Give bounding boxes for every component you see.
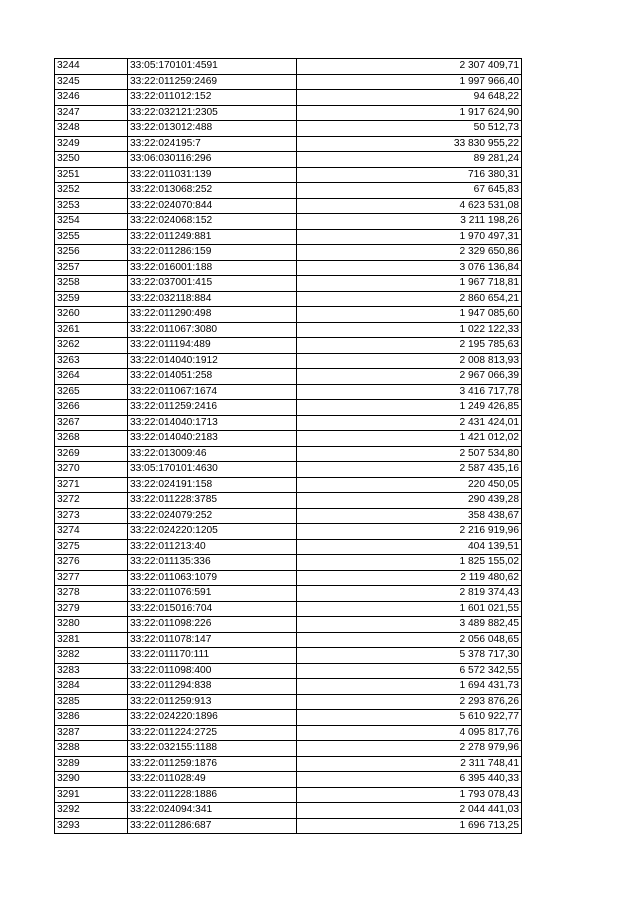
cadastral-number-cell: 33:22:013068:252: [128, 183, 297, 199]
table-row: [55, 167, 522, 183]
value-cell: 1 694 431,73: [297, 679, 522, 695]
table-row: [55, 353, 522, 369]
cadastral-number-cell: 33:22:011213:40: [128, 539, 297, 555]
table-row: [55, 477, 522, 493]
cadastral-number-cell: 33:22:024191:158: [128, 477, 297, 493]
row-number-cell: 3268: [55, 431, 128, 447]
cadastral-number-cell: 33:22:011098:226: [128, 617, 297, 633]
cadastral-number-cell: 33:22:011259:1876: [128, 756, 297, 772]
value-cell: 67 645,83: [297, 183, 522, 199]
cadastral-number-cell: 33:22:011194:489: [128, 338, 297, 354]
value-cell: 2 431 424,01: [297, 415, 522, 431]
value-cell: 716 380,31: [297, 167, 522, 183]
cadastral-number-cell: 33:22:011259:913: [128, 694, 297, 710]
value-cell: 89 281,24: [297, 152, 522, 168]
table-row: [55, 462, 522, 478]
value-cell: 50 512,73: [297, 121, 522, 137]
table-row: [55, 570, 522, 586]
table-row: [55, 787, 522, 803]
value-cell: 3 211 198,26: [297, 214, 522, 230]
table-row: [55, 214, 522, 230]
row-number-cell: 3254: [55, 214, 128, 230]
value-cell: 1 022 122,33: [297, 322, 522, 338]
table-row: [55, 322, 522, 338]
table-row: [55, 415, 522, 431]
value-cell: 94 648,22: [297, 90, 522, 106]
row-number-cell: 3281: [55, 632, 128, 648]
cadastral-number-cell: 33:22:037001:415: [128, 276, 297, 292]
table-row: [55, 663, 522, 679]
value-cell: 2 307 409,71: [297, 59, 522, 75]
cadastral-number-cell: 33:22:011228:1886: [128, 787, 297, 803]
table-row: [55, 245, 522, 261]
cadastral-number-cell: 33:05:170101:4630: [128, 462, 297, 478]
cadastral-number-cell: 33:22:011078:147: [128, 632, 297, 648]
table-row: [55, 648, 522, 664]
cadastral-number-cell: 33:22:014051:258: [128, 369, 297, 385]
table-row: [55, 291, 522, 307]
cadastral-number-cell: 33:22:014040:1912: [128, 353, 297, 369]
value-cell: 1 917 624,90: [297, 105, 522, 121]
table-row: [55, 384, 522, 400]
value-cell: 5 378 717,30: [297, 648, 522, 664]
cadastral-number-cell: 33:22:011224:2725: [128, 725, 297, 741]
value-cell: 1 793 078,43: [297, 787, 522, 803]
cadastral-number-cell: 33:22:011286:159: [128, 245, 297, 261]
value-cell: 220 450,05: [297, 477, 522, 493]
cadastral-number-cell: 33:22:024070:844: [128, 198, 297, 214]
table-row: [55, 803, 522, 819]
table-row: [55, 90, 522, 106]
value-cell: 2 195 785,63: [297, 338, 522, 354]
value-cell: 33 830 955,22: [297, 136, 522, 152]
cadastral-number-cell: 33:22:011259:2469: [128, 74, 297, 90]
cadastral-number-cell: 33:22:024068:152: [128, 214, 297, 230]
row-number-cell: 3286: [55, 710, 128, 726]
row-number-cell: 3275: [55, 539, 128, 555]
value-cell: 2 293 876,26: [297, 694, 522, 710]
table-row: [55, 400, 522, 416]
value-cell: 3 489 882,45: [297, 617, 522, 633]
row-number-cell: 3251: [55, 167, 128, 183]
data-table: [54, 58, 522, 834]
row-number-cell: 3290: [55, 772, 128, 788]
row-number-cell: 3265: [55, 384, 128, 400]
row-number-cell: 3260: [55, 307, 128, 323]
cadastral-number-cell: 33:22:015016:704: [128, 601, 297, 617]
value-cell: 2 044 441,03: [297, 803, 522, 819]
cadastral-number-cell: 33:22:011076:591: [128, 586, 297, 602]
cadastral-number-cell: 33:22:014040:2183: [128, 431, 297, 447]
row-number-cell: 3262: [55, 338, 128, 354]
row-number-cell: 3256: [55, 245, 128, 261]
cadastral-number-cell: 33:22:011067:3080: [128, 322, 297, 338]
value-cell: 4 095 817,76: [297, 725, 522, 741]
row-number-cell: 3269: [55, 446, 128, 462]
row-number-cell: 3279: [55, 601, 128, 617]
value-cell: 2 278 979,96: [297, 741, 522, 757]
value-cell: 2 311 748,41: [297, 756, 522, 772]
value-cell: 2 008 813,93: [297, 353, 522, 369]
value-cell: 1 947 085,60: [297, 307, 522, 323]
table-row: [55, 276, 522, 292]
cadastral-number-cell: 33:22:016001:188: [128, 260, 297, 276]
cadastral-number-cell: 33:05:170101:4591: [128, 59, 297, 75]
value-cell: 5 610 922,77: [297, 710, 522, 726]
row-number-cell: 3258: [55, 276, 128, 292]
table-row: [55, 555, 522, 571]
table-row: [55, 508, 522, 524]
cadastral-number-cell: 33:22:011170:111: [128, 648, 297, 664]
value-cell: 3 416 717,78: [297, 384, 522, 400]
value-cell: 2 056 048,65: [297, 632, 522, 648]
row-number-cell: 3284: [55, 679, 128, 695]
cadastral-number-cell: 33:22:011249:881: [128, 229, 297, 245]
row-number-cell: 3252: [55, 183, 128, 199]
table-row: [55, 818, 522, 834]
cadastral-number-cell: 33:22:011290:498: [128, 307, 297, 323]
row-number-cell: 3282: [55, 648, 128, 664]
table-row: [55, 105, 522, 121]
table-row: [55, 446, 522, 462]
row-number-cell: 3259: [55, 291, 128, 307]
row-number-cell: 3257: [55, 260, 128, 276]
table-row: [55, 741, 522, 757]
row-number-cell: 3264: [55, 369, 128, 385]
value-cell: 2 216 919,96: [297, 524, 522, 540]
row-number-cell: 3271: [55, 477, 128, 493]
cadastral-number-cell: 33:06:030116:296: [128, 152, 297, 168]
value-cell: 2 967 066,39: [297, 369, 522, 385]
table-row: [55, 369, 522, 385]
row-number-cell: 3289: [55, 756, 128, 772]
row-number-cell: 3261: [55, 322, 128, 338]
value-cell: 2 119 480,62: [297, 570, 522, 586]
value-cell: 404 139,51: [297, 539, 522, 555]
table-row: [55, 632, 522, 648]
cadastral-number-cell: 33:22:011098:400: [128, 663, 297, 679]
cadastral-number-cell: 33:22:032155:1188: [128, 741, 297, 757]
row-number-cell: 3293: [55, 818, 128, 834]
cadastral-number-cell: 33:22:024094:341: [128, 803, 297, 819]
cadastral-number-cell: 33:22:011012:152: [128, 90, 297, 106]
value-cell: 3 076 136,84: [297, 260, 522, 276]
value-cell: 1 696 713,25: [297, 818, 522, 834]
value-cell: 2 860 654,21: [297, 291, 522, 307]
cadastral-number-cell: 33:22:011135:336: [128, 555, 297, 571]
value-cell: 6 572 342,55: [297, 663, 522, 679]
value-cell: 2 819 374,43: [297, 586, 522, 602]
row-number-cell: 3272: [55, 493, 128, 509]
value-cell: 4 623 531,08: [297, 198, 522, 214]
cadastral-number-cell: 33:22:032118:884: [128, 291, 297, 307]
table-row: [55, 431, 522, 447]
table-row: [55, 679, 522, 695]
row-number-cell: 3266: [55, 400, 128, 416]
cadastral-number-cell: 33:22:011259:2416: [128, 400, 297, 416]
row-number-cell: 3267: [55, 415, 128, 431]
cadastral-number-cell: 33:22:013012:488: [128, 121, 297, 137]
row-number-cell: 3288: [55, 741, 128, 757]
table-body: [55, 59, 522, 834]
value-cell: 1 970 497,31: [297, 229, 522, 245]
table-row: [55, 198, 522, 214]
value-cell: 6 395 440,33: [297, 772, 522, 788]
cadastral-number-cell: 33:22:011286:687: [128, 818, 297, 834]
table-row: [55, 617, 522, 633]
table-row: [55, 756, 522, 772]
table-row: [55, 59, 522, 75]
table-row: [55, 338, 522, 354]
row-number-cell: 3263: [55, 353, 128, 369]
cadastral-number-cell: 33:22:011031:139: [128, 167, 297, 183]
value-cell: 2 507 534,80: [297, 446, 522, 462]
row-number-cell: 3276: [55, 555, 128, 571]
row-number-cell: 3245: [55, 74, 128, 90]
table-row: [55, 152, 522, 168]
row-number-cell: 3244: [55, 59, 128, 75]
value-cell: 2 329 650,86: [297, 245, 522, 261]
row-number-cell: 3274: [55, 524, 128, 540]
cadastral-number-cell: 33:22:014040:1713: [128, 415, 297, 431]
value-cell: 358 438,67: [297, 508, 522, 524]
cadastral-number-cell: 33:22:011294:838: [128, 679, 297, 695]
table-row: [55, 725, 522, 741]
row-number-cell: 3278: [55, 586, 128, 602]
table-row: [55, 694, 522, 710]
cadastral-number-cell: 33:22:011063:1079: [128, 570, 297, 586]
table-row: [55, 183, 522, 199]
value-cell: 1 967 718,81: [297, 276, 522, 292]
cadastral-number-cell: 33:22:032121:2305: [128, 105, 297, 121]
table-row: [55, 74, 522, 90]
cadastral-number-cell: 33:22:024220:1896: [128, 710, 297, 726]
table-row: [55, 524, 522, 540]
row-number-cell: 3247: [55, 105, 128, 121]
cadastral-number-cell: 33:22:011228:3785: [128, 493, 297, 509]
value-cell: 1 825 155,02: [297, 555, 522, 571]
row-number-cell: 3280: [55, 617, 128, 633]
row-number-cell: 3246: [55, 90, 128, 106]
table-row: [55, 772, 522, 788]
cadastral-number-cell: 33:22:024220:1205: [128, 524, 297, 540]
value-cell: 1 421 012,02: [297, 431, 522, 447]
row-number-cell: 3255: [55, 229, 128, 245]
row-number-cell: 3273: [55, 508, 128, 524]
cadastral-number-cell: 33:22:024079:252: [128, 508, 297, 524]
row-number-cell: 3283: [55, 663, 128, 679]
row-number-cell: 3249: [55, 136, 128, 152]
table-row: [55, 229, 522, 245]
row-number-cell: 3285: [55, 694, 128, 710]
cadastral-number-cell: 33:22:011067:1674: [128, 384, 297, 400]
table-row: [55, 307, 522, 323]
table-row: [55, 539, 522, 555]
table-row: [55, 136, 522, 152]
row-number-cell: 3287: [55, 725, 128, 741]
value-cell: 1 997 966,40: [297, 74, 522, 90]
table-row: [55, 586, 522, 602]
table-row: [55, 260, 522, 276]
value-cell: 290 439,28: [297, 493, 522, 509]
cadastral-number-cell: 33:22:013009:46: [128, 446, 297, 462]
value-cell: 2 587 435,16: [297, 462, 522, 478]
cadastral-number-cell: 33:22:011028:49: [128, 772, 297, 788]
row-number-cell: 3248: [55, 121, 128, 137]
cadastral-number-cell: 33:22:024195:7: [128, 136, 297, 152]
row-number-cell: 3277: [55, 570, 128, 586]
table-row: [55, 710, 522, 726]
table-row: [55, 601, 522, 617]
table-row: [55, 493, 522, 509]
value-cell: 1 601 021,55: [297, 601, 522, 617]
row-number-cell: 3250: [55, 152, 128, 168]
row-number-cell: 3270: [55, 462, 128, 478]
row-number-cell: 3292: [55, 803, 128, 819]
row-number-cell: 3291: [55, 787, 128, 803]
row-number-cell: 3253: [55, 198, 128, 214]
value-cell: 1 249 426,85: [297, 400, 522, 416]
table-row: [55, 121, 522, 137]
